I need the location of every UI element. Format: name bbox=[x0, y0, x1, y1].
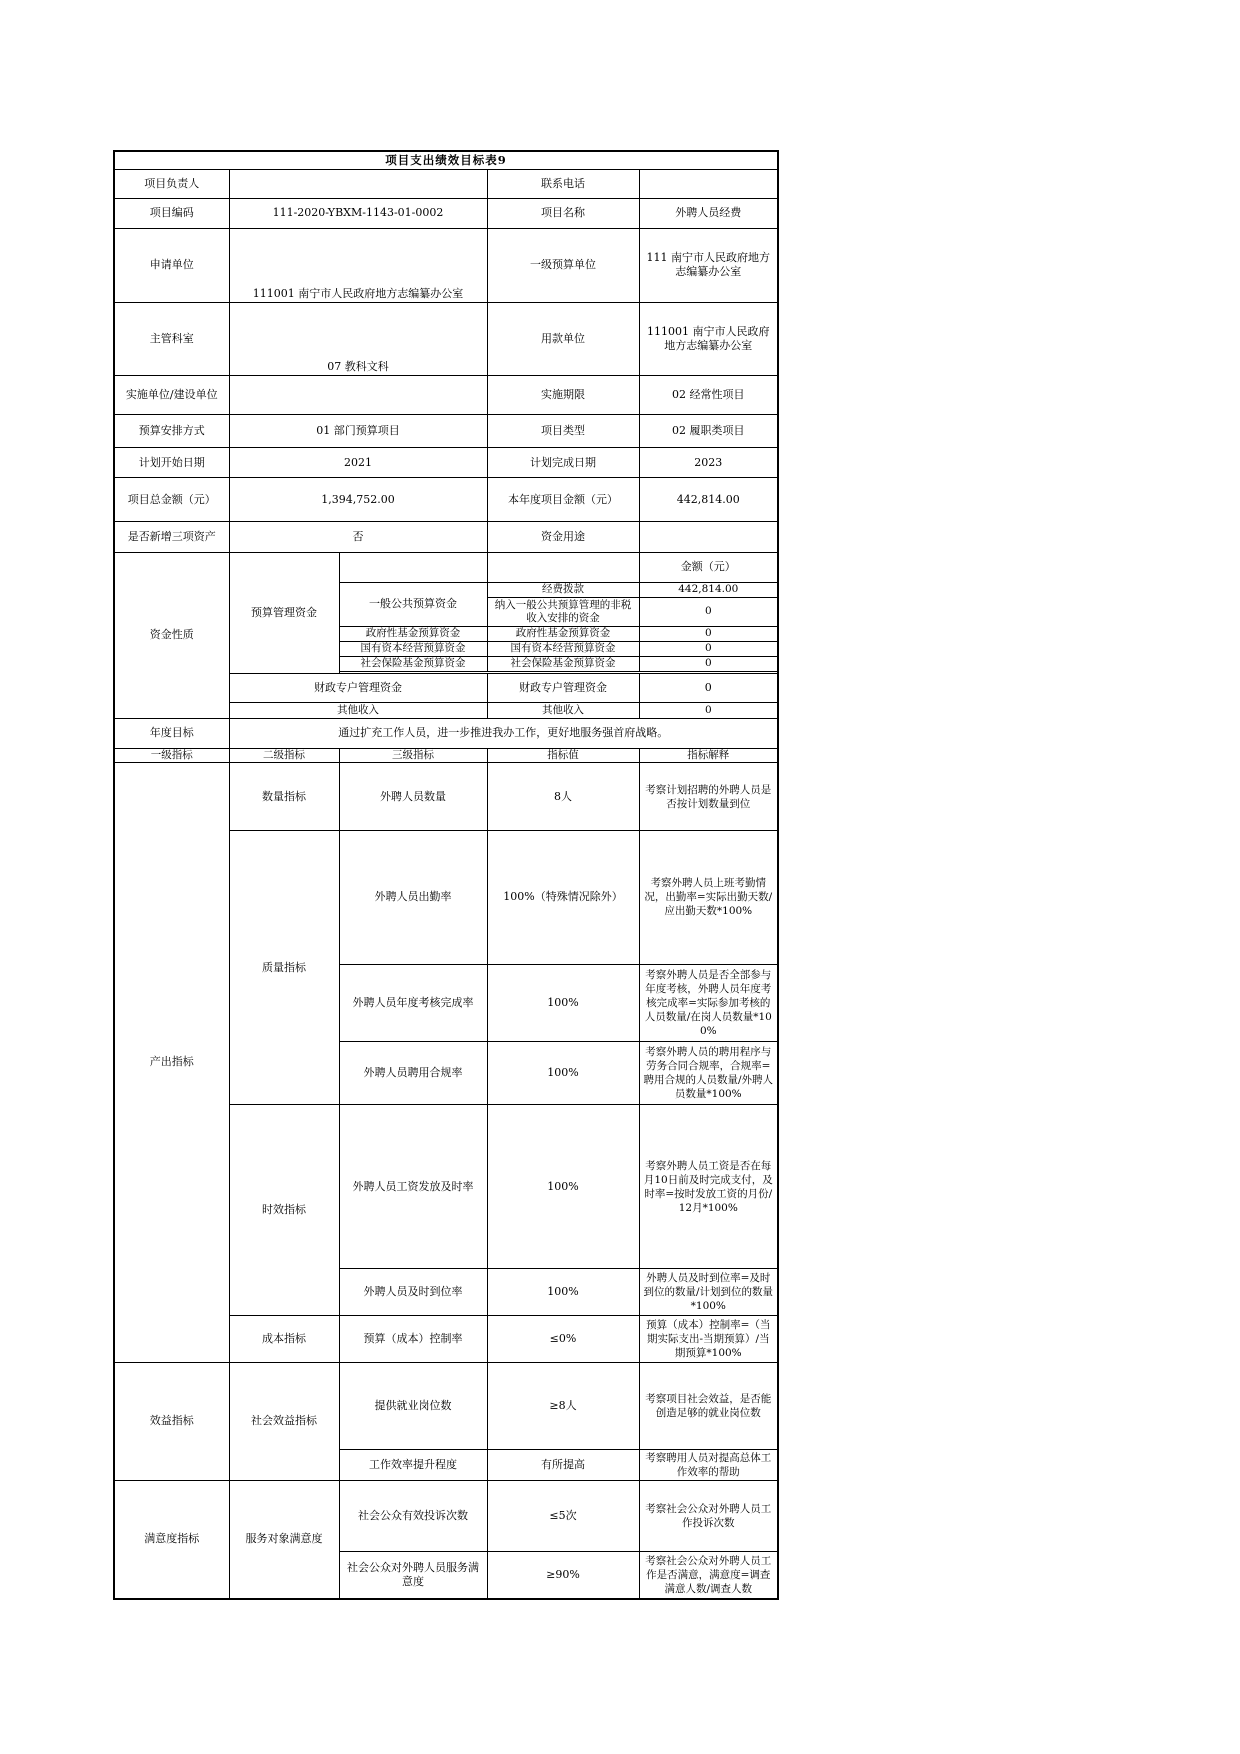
indicator-explanation: 考察社会公众对外聘人员工作是否满意，满意度=调查满意人数/调查人数 bbox=[639, 1552, 778, 1599]
appropriation-label: 经费拨款 bbox=[487, 582, 639, 597]
phone-value bbox=[639, 169, 778, 198]
info-row-dept bbox=[114, 302, 778, 375]
special-fund-value: 0 bbox=[639, 673, 778, 702]
indicator-value: 100% bbox=[487, 1041, 639, 1104]
table-row bbox=[114, 1480, 778, 1551]
title-row bbox=[114, 151, 778, 169]
header-level3: 三级指标 bbox=[339, 749, 487, 763]
indicator-name: 外聘人员聘用合规率 bbox=[339, 1041, 487, 1104]
info-row-amounts bbox=[114, 478, 778, 522]
state-capital-right: 国有资本经营预算资金 bbox=[487, 641, 639, 656]
nontax-label: 纳入一般公共预算管理的非税收入安排的资金 bbox=[487, 597, 639, 626]
table-row bbox=[114, 763, 778, 831]
indicator-explanation: 考察社会公众对外聘人员工作投诉次数 bbox=[639, 1480, 778, 1551]
indicator-name: 工作效率提升程度 bbox=[339, 1449, 487, 1480]
year-amount-label: 本年度项目金额（元） bbox=[487, 478, 639, 522]
arrange-value: 01 部门预算项目 bbox=[229, 415, 487, 448]
first-budget-unit-value: 111 南宁市人民政府地方志编纂办公室 bbox=[639, 228, 778, 302]
indicator-value: 8人 bbox=[487, 763, 639, 831]
code-value: 111-2020-YBXM-1143-01-0002 bbox=[229, 198, 487, 228]
indicator-value: 100% bbox=[487, 1269, 639, 1315]
benefit-indicator-label: 效益指标 bbox=[114, 1362, 229, 1480]
annual-goal-value: 通过扩充工作人员，进一步推进我办工作，更好地服务强首府战略。 bbox=[229, 718, 778, 748]
code-label: 项目编码 bbox=[114, 198, 229, 228]
new-asset-value: 否 bbox=[229, 522, 487, 552]
performance-target-table bbox=[113, 150, 779, 1600]
indicator-value: 有所提高 bbox=[487, 1449, 639, 1480]
gov-fund-left: 政府性基金预算资金 bbox=[339, 626, 487, 641]
indicator-explanation: 考察外聘人员工资是否在每月10日前及时完成支付，及时率=按时发放工资的月份/12月*100% bbox=[639, 1104, 778, 1268]
total-amount-value: 1,394,752.00 bbox=[229, 478, 487, 522]
indicator-explanation: 考察外聘人员的聘用程序与劳务合同合规率，合规率=聘用合规的人员数量/外聘人员数量*100% bbox=[639, 1041, 778, 1104]
impl-unit-label: 实施单位/建设单位 bbox=[114, 376, 229, 415]
social-fund-left: 社会保险基金预算资金 bbox=[339, 656, 487, 671]
header-level1: 一级指标 bbox=[114, 749, 229, 763]
fund-nature-label: 资金性质 bbox=[114, 552, 229, 718]
info-row-impl bbox=[114, 376, 778, 415]
annual-goal-label: 年度目标 bbox=[114, 718, 229, 748]
annual-goal-row bbox=[114, 718, 778, 748]
name-label: 项目名称 bbox=[487, 198, 639, 228]
end-date-value: 2023 bbox=[639, 448, 778, 478]
funds-blank-cell bbox=[339, 552, 487, 582]
info-row-dates bbox=[114, 448, 778, 478]
indicator-value: ≤0% bbox=[487, 1315, 639, 1362]
arrange-label: 预算安排方式 bbox=[114, 415, 229, 448]
indicator-explanation: 考察外聘人员上班考勤情况，出勤率=实际出勤天数/应出勤天数*100% bbox=[639, 831, 778, 964]
info-row-code bbox=[114, 198, 778, 228]
end-date-label: 计划完成日期 bbox=[487, 448, 639, 478]
funds-blank-cell bbox=[487, 552, 639, 582]
phone-label: 联系电话 bbox=[487, 169, 639, 198]
apply-unit-value: 111001 南宁市人民政府地方志编纂办公室 bbox=[229, 228, 487, 302]
gov-fund-value: 0 bbox=[639, 626, 778, 641]
social-fund-right: 社会保险基金预算资金 bbox=[487, 656, 639, 671]
budget-mgmt-label: 预算管理资金 bbox=[229, 552, 339, 673]
appropriation-value: 442,814.00 bbox=[639, 582, 778, 597]
indicator-value: 100%（特殊情况除外） bbox=[487, 831, 639, 964]
indicator-name: 预算（成本）控制率 bbox=[339, 1315, 487, 1362]
nontax-value: 0 bbox=[639, 597, 778, 626]
funds-row-header bbox=[114, 552, 778, 582]
impl-period-label: 实施期限 bbox=[487, 376, 639, 415]
use-unit-label: 用款单位 bbox=[487, 302, 639, 375]
usage-label: 资金用途 bbox=[487, 522, 639, 552]
social-fund-value: 0 bbox=[639, 656, 778, 671]
social-benefit-indicator-label: 社会效益指标 bbox=[229, 1362, 339, 1480]
performance-target-sheet bbox=[113, 150, 777, 1600]
total-amount-label: 项目总金额（元） bbox=[114, 478, 229, 522]
amount-header: 金额（元） bbox=[639, 552, 778, 582]
info-row-assets bbox=[114, 522, 778, 552]
header-value: 指标值 bbox=[487, 749, 639, 763]
header-level2: 二级指标 bbox=[229, 749, 339, 763]
indicator-value: ≤5次 bbox=[487, 1480, 639, 1551]
indicator-name: 社会公众对外聘人员服务满意度 bbox=[339, 1552, 487, 1599]
indicator-explanation: 外聘人员及时到位率=及时到位的数量/计划到位的数量*100% bbox=[639, 1269, 778, 1315]
header-explanation: 指标解释 bbox=[639, 749, 778, 763]
gov-fund-right: 政府性基金预算资金 bbox=[487, 626, 639, 641]
indicator-value: ≥8人 bbox=[487, 1362, 639, 1449]
info-row-leader bbox=[114, 169, 778, 198]
start-date-value: 2021 bbox=[229, 448, 487, 478]
use-unit-value: 111001 南宁市人民政府地方志编纂办公室 bbox=[639, 302, 778, 375]
table-row bbox=[114, 1362, 778, 1449]
dept-label: 主管科室 bbox=[114, 302, 229, 375]
indicator-explanation: 考察外聘人员是否全部参与年度考核，外聘人员年度考核完成率=实际参加考核的人员数量/在岗人员数量*100% bbox=[639, 964, 778, 1041]
indicator-name: 外聘人员数量 bbox=[339, 763, 487, 831]
special-fund-left: 财政专户管理资金 bbox=[229, 673, 487, 702]
indicator-explanation: 预算（成本）控制率=（当期实际支出-当期预算）/当期预算*100% bbox=[639, 1315, 778, 1362]
service-satisfaction-label: 服务对象满意度 bbox=[229, 1480, 339, 1599]
indicator-explanation: 考察聘用人员对提高总体工作效率的帮助 bbox=[639, 1449, 778, 1480]
state-capital-value: 0 bbox=[639, 641, 778, 656]
new-asset-label: 是否新增三项资产 bbox=[114, 522, 229, 552]
info-row-arrange bbox=[114, 415, 778, 448]
impl-period-value: 02 经常性项目 bbox=[639, 376, 778, 415]
dept-value: 07 教科文科 bbox=[229, 302, 487, 375]
special-fund-right: 财政专户管理资金 bbox=[487, 673, 639, 702]
table-title: 项目支出绩效目标表9 bbox=[114, 151, 778, 169]
year-amount-value: 442,814.00 bbox=[639, 478, 778, 522]
type-label: 项目类型 bbox=[487, 415, 639, 448]
other-income-right: 其他收入 bbox=[487, 702, 639, 718]
indicator-name: 外聘人员及时到位率 bbox=[339, 1269, 487, 1315]
indicator-explanation: 考察计划招聘的外聘人员是否按计划数量到位 bbox=[639, 763, 778, 831]
indicator-name: 外聘人员出勤率 bbox=[339, 831, 487, 964]
satisfaction-indicator-label: 满意度指标 bbox=[114, 1480, 229, 1599]
name-value: 外聘人员经费 bbox=[639, 198, 778, 228]
other-income-left: 其他收入 bbox=[229, 702, 487, 718]
indicator-name: 外聘人员工资发放及时率 bbox=[339, 1104, 487, 1268]
indicator-name: 提供就业岗位数 bbox=[339, 1362, 487, 1449]
cost-indicator-label: 成本指标 bbox=[229, 1315, 339, 1362]
impl-unit-value bbox=[229, 376, 487, 415]
state-capital-left: 国有资本经营预算资金 bbox=[339, 641, 487, 656]
indicator-header-row bbox=[114, 749, 778, 763]
indicator-value: 100% bbox=[487, 964, 639, 1041]
usage-value bbox=[639, 522, 778, 552]
first-budget-unit-label: 一级预算单位 bbox=[487, 228, 639, 302]
indicator-name: 社会公众有效投诉次数 bbox=[339, 1480, 487, 1551]
info-row-apply-unit bbox=[114, 228, 778, 302]
general-budget-label: 一般公共预算资金 bbox=[339, 582, 487, 626]
other-income-value: 0 bbox=[639, 702, 778, 718]
type-value: 02 履职类项目 bbox=[639, 415, 778, 448]
indicator-explanation: 考察项目社会效益，是否能创造足够的就业岗位数 bbox=[639, 1362, 778, 1449]
leader-label: 项目负责人 bbox=[114, 169, 229, 198]
indicator-name: 外聘人员年度考核完成率 bbox=[339, 964, 487, 1041]
start-date-label: 计划开始日期 bbox=[114, 448, 229, 478]
output-indicator-label: 产出指标 bbox=[114, 763, 229, 1363]
quantity-indicator-label: 数量指标 bbox=[229, 763, 339, 831]
quality-indicator-label: 质量指标 bbox=[229, 831, 339, 1105]
apply-unit-label: 申请单位 bbox=[114, 228, 229, 302]
leader-value bbox=[229, 169, 487, 198]
timeliness-indicator-label: 时效指标 bbox=[229, 1104, 339, 1315]
indicator-value: 100% bbox=[487, 1104, 639, 1268]
indicator-value: ≥90% bbox=[487, 1552, 639, 1599]
